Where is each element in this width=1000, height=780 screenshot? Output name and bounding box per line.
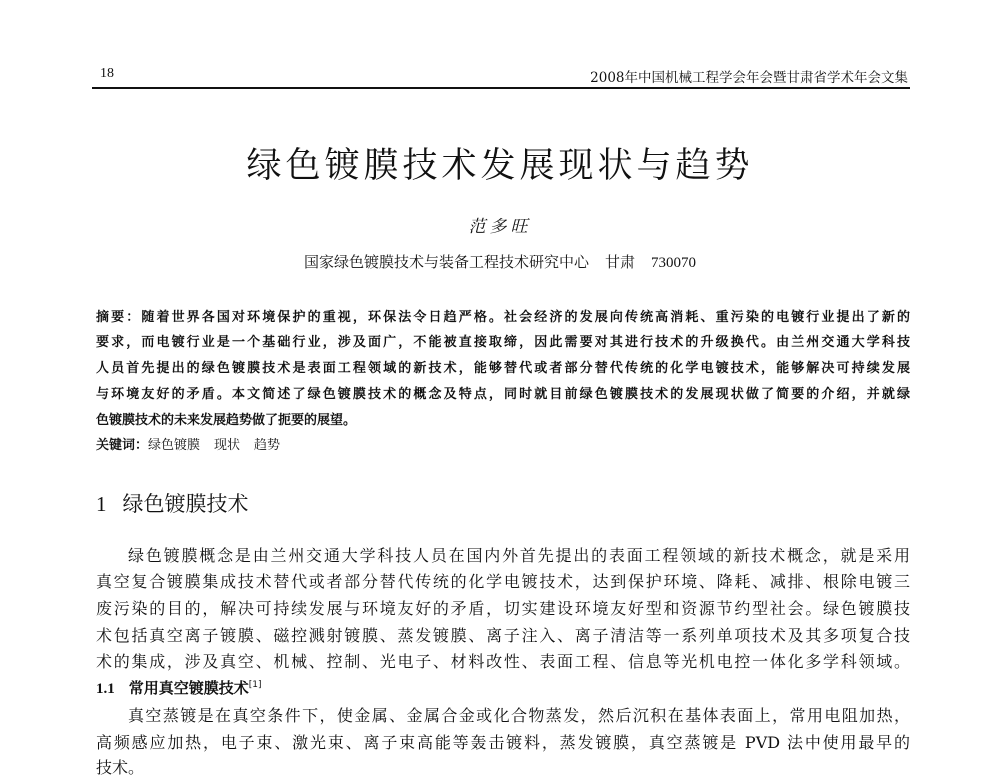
keyword: 趋势 <box>254 438 281 453</box>
body-line: 高频感应加热，电子束、激光束、离子束高能等轰击镀料，蒸发镀膜，真空蒸镀是 PVD 法中使用最早的 <box>96 733 910 752</box>
subsection-number: 1.1 <box>96 681 115 697</box>
affiliation-postcode: 730070 <box>651 255 697 271</box>
body-line: 术包括真空离子镀膜、磁控溅射镀膜、蒸发镀膜、离子注入、离子清洁等一系列单项技术及其多项复合技 <box>96 626 910 645</box>
abstract-line: 摘要：随着世界各国对环境保护的重视，环保法令日趋严格。社会经济的发展向传统高消耗、重污染的电镀行业提出了新的 <box>96 310 910 325</box>
section-title: 绿色镀膜技术 <box>122 492 249 516</box>
abstract-line: 人员首先提出的绿色镀膜技术是表面工程领域的新技术，能够替代或者部分替代传统的化学电镀技术，能够解决可持续发展 <box>96 361 910 376</box>
affiliation-org: 国家绿色镀膜技术与装备工程技术研究中心 <box>303 253 589 271</box>
body-line: 真空复合镀膜集成技术替代或者部分替代传统的化学电镀技术，达到保护环境、降耗、减排、根除电镀三 <box>96 572 910 591</box>
body-line: 真空蒸镀是在真空条件下，使金属、金属合金或化合物蒸发，然后沉积在基体表面上，常用电阻加热， <box>128 706 910 725</box>
keywords-label: 关键词： <box>96 438 149 453</box>
subsection-title: 常用真空镀膜技术 <box>128 679 249 697</box>
affiliation <box>0 251 1000 272</box>
section-number: 1 <box>96 492 107 516</box>
body-line: 术的集成，涉及真空、机械、控制、光电子、材料改性、表面工程、信息等光机电控一体化多学科领域。 <box>96 652 910 671</box>
author: 范多旺 <box>468 217 532 237</box>
paper-title: 绿色镀膜技术发展现状与趋势 <box>246 146 754 186</box>
abstract-line: 与环境友好的矛盾。本文简述了绿色镀膜技术的概念及特点，同时就目前绿色镀膜技术的发展现状做了简要的介绍，并就绿 <box>96 387 910 402</box>
abstract-line: 色镀膜技术的未来发展趋势做了扼要的展望。 <box>96 413 357 428</box>
body-line: 绿色镀膜概念是由兰州交通大学科技人员在国内外首先提出的表面工程领域的新技术概念，就是采用 <box>128 546 910 565</box>
affiliation-province: 甘肃 <box>605 253 636 271</box>
citation-ref[interactable]: [1] <box>248 680 262 690</box>
abstract-line: 要求，而电镀行业是一个基础行业，涉及面广，不能被直接取缔，因此需要对其进行技术的升级换代。由兰州交通大学科技 <box>96 335 910 350</box>
keyword: 绿色镀膜 <box>148 438 201 453</box>
body-line: 技术。 <box>96 758 145 777</box>
page-number: 18 <box>100 66 114 81</box>
section-heading <box>96 488 249 518</box>
keywords <box>96 436 294 456</box>
subsection-heading <box>96 677 262 698</box>
keyword: 现状 <box>214 438 241 453</box>
running-header: 2008年中国机械工程学会年会暨甘肃省学术年会文集 <box>590 70 908 86</box>
body-line: 废污染的目的，解决可持续发展与环境友好的矛盾，切实建设环境友好型和资源节约型社会。绿色镀膜技 <box>96 599 910 618</box>
header-rule <box>92 87 910 89</box>
